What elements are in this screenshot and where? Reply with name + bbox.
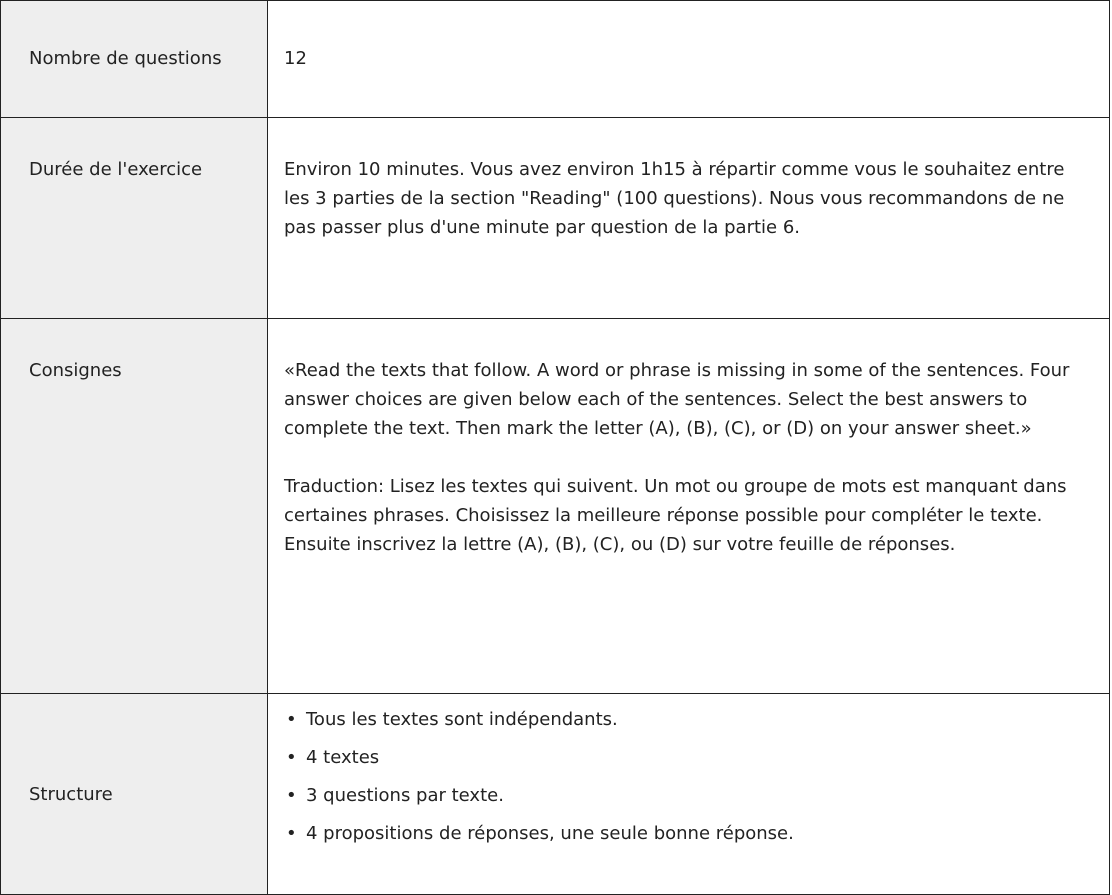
label-cell (1, 118, 268, 319)
bullet-icon: • (286, 709, 297, 730)
table-row-duration (1, 118, 1110, 319)
label-cell (1, 319, 268, 694)
value-cell (268, 319, 1110, 694)
list-item-text: 4 propositions de réponses, une seule bonne réponse. (306, 823, 794, 844)
instructions-translation-paragraph: Traduction: Lisez les textes qui suivent. Un mot ou groupe de mots est manquant dans certaines phrases. Choisissez la meilleure réponse possible pour compléter le texte. Ensuite inscrivez la lettre (A), (B), (C), ou (D) sur votre feuille de réponses. (284, 476, 1067, 555)
row-label-instructions: Consignes (29, 360, 122, 381)
row-value-instructions (268, 319, 1109, 559)
list-item-text: 4 textes (306, 747, 380, 768)
structure-bullet-list (268, 694, 1109, 848)
bullet-icon: • (286, 785, 297, 806)
label-cell (1, 1, 268, 118)
list-item (284, 781, 1109, 810)
list-item-text: 3 questions par texte. (306, 785, 504, 806)
row-label-structure: Structure (29, 783, 113, 805)
list-item (284, 705, 1109, 734)
bullet-icon: • (286, 747, 297, 768)
table-row-instructions (1, 319, 1110, 694)
bullet-icon: • (286, 823, 297, 844)
list-item (284, 743, 1109, 772)
row-label-duration: Durée de l'exercice (29, 159, 203, 180)
row-value-duration: Environ 10 minutes. Vous avez environ 1h15 à répartir comme vous le souhaitez entre les 3 parties de la section "Reading" (100 questions). Nous vous recommandons de ne pas passer plus d'une minute par question de la partie 6. (284, 159, 1065, 238)
value-cell (268, 1, 1110, 118)
table-row-number-of-questions (1, 1, 1110, 118)
list-item-text: Tous les textes sont indépendants. (306, 709, 618, 730)
instructions-english-paragraph: «Read the texts that follow. A word or phrase is missing in some of the sentences. Four answer choices are given below each of the sentences. Select the best answers to complete the text. Then mark the letter (A), (B), (C), or (D) on your answer sheet.» (284, 360, 1070, 439)
table-row-structure (1, 694, 1110, 895)
row-value-number-of-questions: 12 (284, 48, 307, 69)
label-cell (1, 694, 268, 895)
value-cell (268, 118, 1110, 319)
row-label-number-of-questions: Nombre de questions (29, 48, 222, 69)
list-item (284, 819, 1109, 848)
value-cell (268, 694, 1110, 895)
